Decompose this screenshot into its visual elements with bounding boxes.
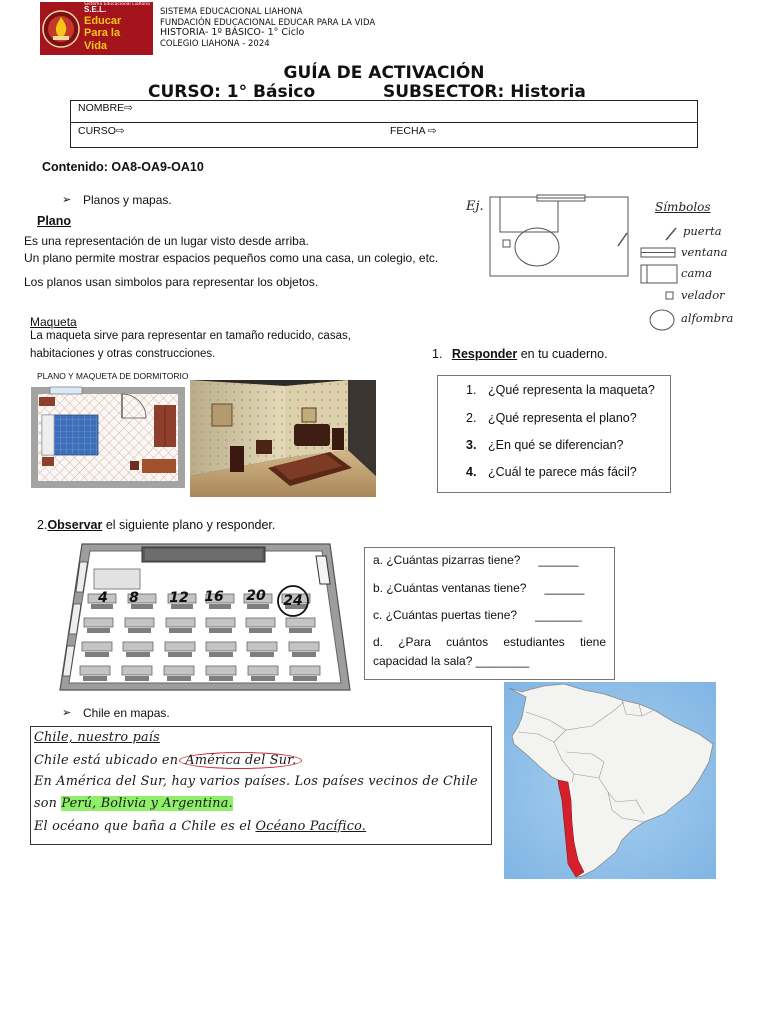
student-desk bbox=[286, 618, 315, 627]
door-drawing bbox=[618, 233, 627, 246]
student-chair bbox=[251, 676, 275, 681]
student-desk bbox=[82, 642, 112, 651]
answer-blank: ______ bbox=[544, 580, 585, 595]
bed-symbol-icon bbox=[641, 265, 677, 283]
student-desk bbox=[206, 642, 236, 651]
symbol-label-window: ventana bbox=[681, 245, 728, 259]
example-label: Ej. bbox=[466, 199, 484, 214]
section-title-chile: Chile en mapas. bbox=[83, 706, 170, 720]
answer-blank: _______ bbox=[535, 607, 582, 622]
question-a bbox=[373, 553, 578, 568]
student-desk bbox=[166, 618, 195, 627]
student-chair bbox=[209, 676, 233, 681]
question-number: 4. bbox=[466, 465, 477, 479]
question-text: ¿Qué representa la maqueta? bbox=[488, 383, 655, 397]
question-d-text: capacidad la sala? bbox=[373, 653, 473, 668]
student-chair bbox=[126, 652, 150, 657]
activity-1-number: 1. bbox=[432, 347, 443, 361]
logo-line-3: Vida bbox=[84, 39, 108, 52]
logo-top-text: Sistema Educacional Liahona bbox=[84, 2, 150, 7]
answer-blank: ______ bbox=[538, 552, 579, 567]
date-field-label: FECHA ⇨ bbox=[390, 125, 437, 137]
window-symbol-icon bbox=[641, 248, 675, 257]
notes-title-line bbox=[34, 730, 160, 746]
dormitory-plan-image bbox=[30, 383, 186, 490]
plano-text-line: Los planos usan simbolos para representar los objetos. bbox=[24, 275, 319, 289]
notes-line-1-text: Chile está ubicado en bbox=[34, 753, 183, 768]
student-desk bbox=[80, 666, 110, 675]
student-desk bbox=[290, 666, 320, 675]
activity-1-instruction bbox=[432, 347, 608, 362]
desk-number-circled: 24 bbox=[283, 593, 303, 609]
notes-title: Chile, nuestro país bbox=[34, 730, 160, 745]
bed-drawing bbox=[500, 197, 558, 232]
arrow-bullet-icon: ➢ bbox=[62, 706, 72, 719]
logo-line-1: Educar bbox=[84, 14, 122, 27]
chile-handwritten-notes bbox=[30, 726, 492, 845]
student-desk bbox=[125, 618, 154, 627]
activity-2-rest: el siguiente plano y responder. bbox=[102, 518, 276, 532]
student-chair bbox=[169, 628, 192, 633]
question-number: 2. bbox=[466, 411, 477, 425]
maqueta-text-line: habitaciones y otras construcciones. bbox=[30, 348, 216, 360]
school-header bbox=[160, 7, 375, 49]
student-chair bbox=[167, 676, 191, 681]
rug-symbol-icon bbox=[650, 310, 674, 330]
notes-line-1 bbox=[34, 753, 302, 769]
desk-number: 8 bbox=[129, 590, 139, 606]
teacher-desk bbox=[94, 569, 140, 589]
course-field-label: CURSO⇨ bbox=[78, 125, 125, 137]
question-number: 3. bbox=[466, 438, 477, 452]
logo-abbreviation: S.E.L. bbox=[84, 5, 107, 14]
student-chair bbox=[168, 652, 192, 657]
logo-line-2: Para la bbox=[84, 27, 121, 39]
header-line-4: COLEGIO LIAHONA - 2024 bbox=[160, 38, 270, 49]
plano-text-line: Es una representación de un lugar visto desde arriba. bbox=[24, 234, 309, 248]
student-desk bbox=[206, 618, 235, 627]
question-c bbox=[373, 608, 582, 623]
rug-drawing bbox=[515, 228, 559, 266]
symbol-label-rug: alfombra bbox=[681, 311, 734, 325]
activity-2-instruction bbox=[37, 518, 275, 533]
room-outline bbox=[490, 197, 628, 276]
questions-box-2 bbox=[364, 547, 615, 680]
student-desk bbox=[289, 642, 319, 651]
student-desk bbox=[122, 666, 152, 675]
maqueta-text-line: La maqueta sirve para representar en tamaño reducido, casas, bbox=[30, 330, 351, 342]
student-chair bbox=[125, 676, 149, 681]
symbol-label-door: puerta bbox=[683, 224, 722, 238]
form-row-divider bbox=[71, 122, 697, 123]
desk-number: 4 bbox=[98, 590, 108, 606]
notes-line-3 bbox=[34, 796, 233, 812]
activity-1-rest: en tu cuaderno. bbox=[517, 347, 608, 361]
student-desk bbox=[206, 666, 236, 675]
student-desk bbox=[248, 666, 278, 675]
student-chair bbox=[128, 628, 151, 633]
student-chair bbox=[87, 628, 110, 633]
student-desk bbox=[123, 642, 153, 651]
dollhouse-model-photo bbox=[190, 380, 376, 497]
activity-2-number: 2. bbox=[37, 518, 48, 532]
student-chair bbox=[293, 676, 317, 681]
circled-continent-name: América del Sur. bbox=[179, 752, 302, 769]
name-field-label: NOMBRE⇨ bbox=[78, 102, 133, 114]
student-chair bbox=[289, 628, 312, 633]
door-symbol-icon bbox=[666, 228, 676, 240]
question-b bbox=[373, 581, 584, 596]
subsector-title: SUBSECTOR: Historia bbox=[383, 82, 586, 102]
classroom-plan-drawing bbox=[58, 542, 352, 692]
school-logo bbox=[40, 2, 153, 55]
south-america-map bbox=[504, 682, 716, 879]
symbol-label-bed: cama bbox=[681, 266, 713, 280]
student-chair bbox=[85, 652, 109, 657]
student-chair bbox=[249, 628, 272, 633]
activity-1-verb: Responder bbox=[451, 347, 518, 361]
blackboard-surface bbox=[145, 549, 262, 560]
student-desk bbox=[246, 618, 275, 627]
question-text: ¿Cuál te parece más fácil? bbox=[488, 465, 637, 479]
student-chair bbox=[83, 676, 107, 681]
activity-2-verb: Observar bbox=[47, 518, 103, 532]
notes-line-4-text: El océano que baña a Chile es el bbox=[34, 819, 256, 834]
symbol-label-nightstand: velador bbox=[681, 288, 725, 302]
header-line-1: SISTEMA EDUCACIONAL LIAHONA bbox=[160, 7, 303, 17]
desk-number: 20 bbox=[246, 588, 266, 604]
student-chair bbox=[209, 652, 233, 657]
image-caption: PLANO Y MAQUETA DE DORMITORIO bbox=[37, 371, 189, 381]
nightstand-drawing bbox=[503, 240, 510, 247]
questions-box-1 bbox=[437, 375, 671, 493]
notes-line-4 bbox=[34, 819, 366, 835]
classroom-plan bbox=[58, 542, 352, 692]
header-line-3: HISTORIA- 1º BÁSICO- 1° Ciclo bbox=[160, 27, 305, 38]
desk-number: 12 bbox=[169, 590, 189, 606]
desk-number: 16 bbox=[204, 589, 224, 605]
answer-blank: ________ bbox=[475, 653, 530, 668]
notes-line-3-text: son bbox=[34, 796, 62, 811]
question-text: ¿En qué se diferencian? bbox=[488, 438, 624, 452]
section-title-plans: Planos y mapas. bbox=[83, 193, 172, 207]
plano-text-line: Un plano permite mostrar espacios pequeños como una casa, un colegio, etc. bbox=[24, 251, 439, 265]
nightstand-symbol-icon bbox=[666, 292, 673, 299]
question-b-text: b. ¿Cuántas ventanas tiene? bbox=[373, 580, 527, 595]
question-c-text: c. ¿Cuántas puertas tiene? bbox=[373, 607, 518, 622]
page-title: GUÍA DE ACTIVACIÓN bbox=[283, 63, 485, 83]
course-title: CURSO: 1° Básico bbox=[148, 82, 316, 102]
maqueta-heading: Maqueta bbox=[30, 315, 77, 329]
header-line-2: FUNDACIÓN EDUCACIONAL EDUCAR PARA LA VIDA bbox=[160, 17, 376, 28]
question-d-line-1: d. ¿Para cuántos estudiantes tiene bbox=[373, 634, 606, 649]
content-objectives: Contenido: OA8-OA9-OA10 bbox=[42, 160, 204, 174]
question-d-line-2 bbox=[373, 654, 529, 669]
student-chair bbox=[209, 628, 232, 633]
student-info-form bbox=[70, 100, 698, 148]
student-desk bbox=[247, 642, 277, 651]
plano-heading: Plano bbox=[37, 214, 72, 228]
student-desk bbox=[84, 618, 113, 627]
question-a-text: a. ¿Cuántas pizarras tiene? bbox=[373, 552, 521, 567]
notes-line-2: En América del Sur, hay varios países. Los países vecinos de Chile bbox=[34, 774, 478, 789]
question-number: 1. bbox=[466, 383, 477, 397]
student-chair bbox=[292, 652, 316, 657]
student-chair bbox=[250, 652, 274, 657]
highlighted-neighbors: Perú, Bolivia y Argentina. bbox=[61, 796, 233, 811]
symbols-title: Símbolos bbox=[655, 200, 711, 214]
arrow-bullet-icon: ➢ bbox=[62, 193, 72, 206]
student-desk bbox=[165, 642, 195, 651]
question-text: ¿Qué representa el plano? bbox=[488, 411, 637, 425]
underlined-ocean-name: Océano Pacífico. bbox=[255, 819, 367, 834]
student-desk bbox=[164, 666, 194, 675]
school-emblem-icon bbox=[41, 9, 81, 49]
